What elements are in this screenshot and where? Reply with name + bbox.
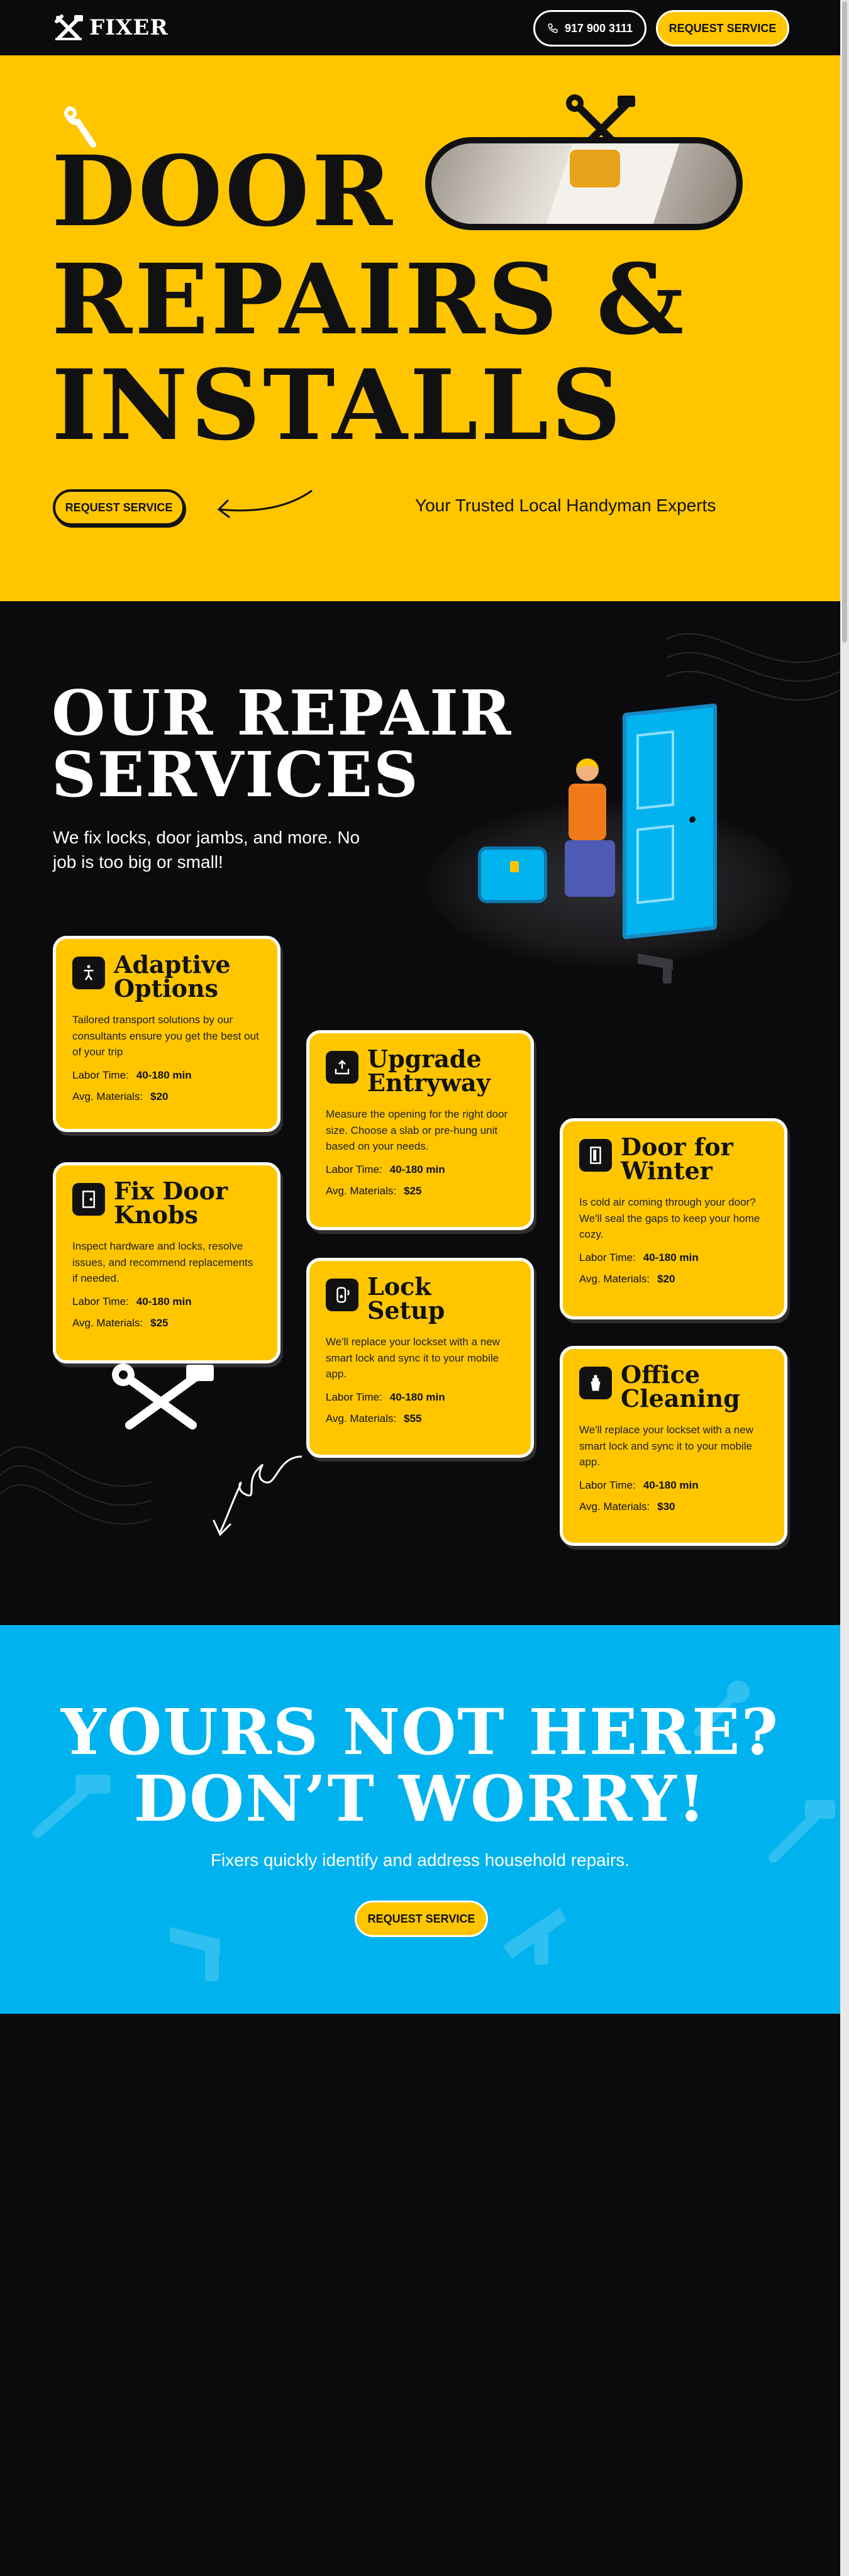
- hero-title-line-1: DOOR: [52, 135, 395, 248]
- card-title: Fix Door Knobs: [114, 1177, 228, 1229]
- hero-title-line-3: INSTALLS: [52, 348, 624, 462]
- hero-request-service-button[interactable]: REQUEST SERVICE: [53, 489, 185, 526]
- card-materials: Avg. Materials: $20: [72, 1090, 169, 1102]
- accessibility-icon: [72, 957, 105, 989]
- card-description: Inspect hardware and locks, resolve issues, and recommend replacements if needed.: [72, 1240, 253, 1284]
- hero-tagline: Your Trusted Local Handyman Experts: [415, 496, 716, 515]
- services-section: [0, 601, 840, 1625]
- logo-text: FIXER: [89, 15, 169, 40]
- hero-title-line-2: REPAIRS &: [52, 243, 687, 357]
- page-bottom-area: [0, 2014, 840, 2576]
- card-description: Is cold air coming through your door? We'll seal the gaps to keep your home cozy.: [579, 1196, 760, 1240]
- services-title-line-2: SERVICES: [52, 739, 419, 811]
- card-title: Adaptive Options: [114, 950, 231, 1002]
- card-materials: Avg. Materials: $55: [326, 1412, 422, 1424]
- card-description: We'll replace your lockset with a new smart lock and sync it to your mobile app.: [326, 1336, 500, 1380]
- worker-illustration: [553, 758, 623, 909]
- scrollbar-thumb[interactable]: [842, 1, 847, 643]
- swirl-arrow-icon: [208, 1450, 308, 1545]
- card-labor-time: Labor Time: 40-180 min: [72, 1069, 192, 1081]
- cta-subtitle: Fixers quickly identify and address household repairs.: [210, 1850, 630, 1870]
- card-materials: Avg. Materials: $25: [326, 1184, 422, 1197]
- phone-number: 917 900 3111: [564, 21, 633, 35]
- services-subtitle: We fix locks, door jambs, and more. No job is too big or small!: [53, 828, 360, 872]
- drill-icon: [635, 947, 685, 985]
- card-title: Office Cleaning: [621, 1360, 740, 1413]
- nav-request-service-button[interactable]: REQUEST SERVICE: [656, 10, 789, 47]
- card-materials: Avg. Materials: $20: [579, 1272, 675, 1285]
- cta-title-line-1: YOURS NOT HERE?: [60, 1695, 780, 1769]
- tools-logo-icon: [53, 14, 84, 42]
- cta-section: [0, 1625, 840, 2014]
- cta-request-service-button[interactable]: REQUEST SERVICE: [355, 1901, 488, 1937]
- arrow-left-icon: [214, 488, 314, 526]
- card-description: Measure the opening for the right door size. Choose a slab or pre-hung unit based on your needs.: [326, 1108, 508, 1152]
- card-description: We'll replace your lockset with a new smart lock and sync it to your mobile app.: [579, 1424, 753, 1468]
- service-card[interactable]: [306, 1258, 534, 1458]
- toolbox-illustration: [478, 847, 547, 903]
- service-card[interactable]: [53, 936, 280, 1132]
- smart-lock-icon: [326, 1279, 358, 1311]
- drill-watermark-icon-2: [497, 1896, 585, 1971]
- service-card[interactable]: [306, 1030, 534, 1230]
- phone-icon: [547, 23, 558, 34]
- service-card[interactable]: [53, 1162, 280, 1363]
- card-materials: Avg. Materials: $25: [72, 1316, 169, 1329]
- upload-box-icon: [326, 1051, 358, 1084]
- wave-lines-decoration-bottom: [0, 1394, 151, 1582]
- card-title: Upgrade Entryway: [367, 1045, 491, 1097]
- drill-watermark-icon: [164, 1914, 239, 1984]
- card-title: Lock Setup: [367, 1272, 445, 1324]
- card-title: Door for Winter: [621, 1133, 733, 1185]
- services-title-line-1: OUR REPAIR: [52, 677, 513, 750]
- card-labor-time: Labor Time: 40-180 min: [579, 1251, 699, 1263]
- cta-title-line-2: DON’T WORRY!: [133, 1762, 707, 1836]
- card-description: Tailored transport solutions by our consultants ensure you get the best out of your trip: [72, 1014, 259, 1058]
- card-materials: Avg. Materials: $30: [579, 1500, 675, 1513]
- card-labor-time: Labor Time: 40-180 min: [72, 1295, 192, 1307]
- card-labor-time: Labor Time: 40-180 min: [326, 1391, 445, 1403]
- logo[interactable]: [53, 14, 169, 42]
- card-labor-time: Labor Time: 40-180 min: [579, 1479, 699, 1491]
- door-icon: [579, 1139, 612, 1172]
- handyman-illustration: [428, 696, 792, 985]
- card-labor-time: Labor Time: 40-180 min: [326, 1163, 445, 1175]
- top-navbar: [0, 0, 840, 55]
- phone-button[interactable]: [533, 10, 646, 47]
- hero-door-image: [425, 137, 743, 230]
- service-card[interactable]: [560, 1118, 787, 1319]
- door-knob-icon: [72, 1183, 105, 1216]
- hero-section: [0, 55, 840, 601]
- cleaning-icon: [579, 1367, 612, 1399]
- open-door-illustration: [623, 703, 717, 940]
- service-card[interactable]: [560, 1346, 787, 1546]
